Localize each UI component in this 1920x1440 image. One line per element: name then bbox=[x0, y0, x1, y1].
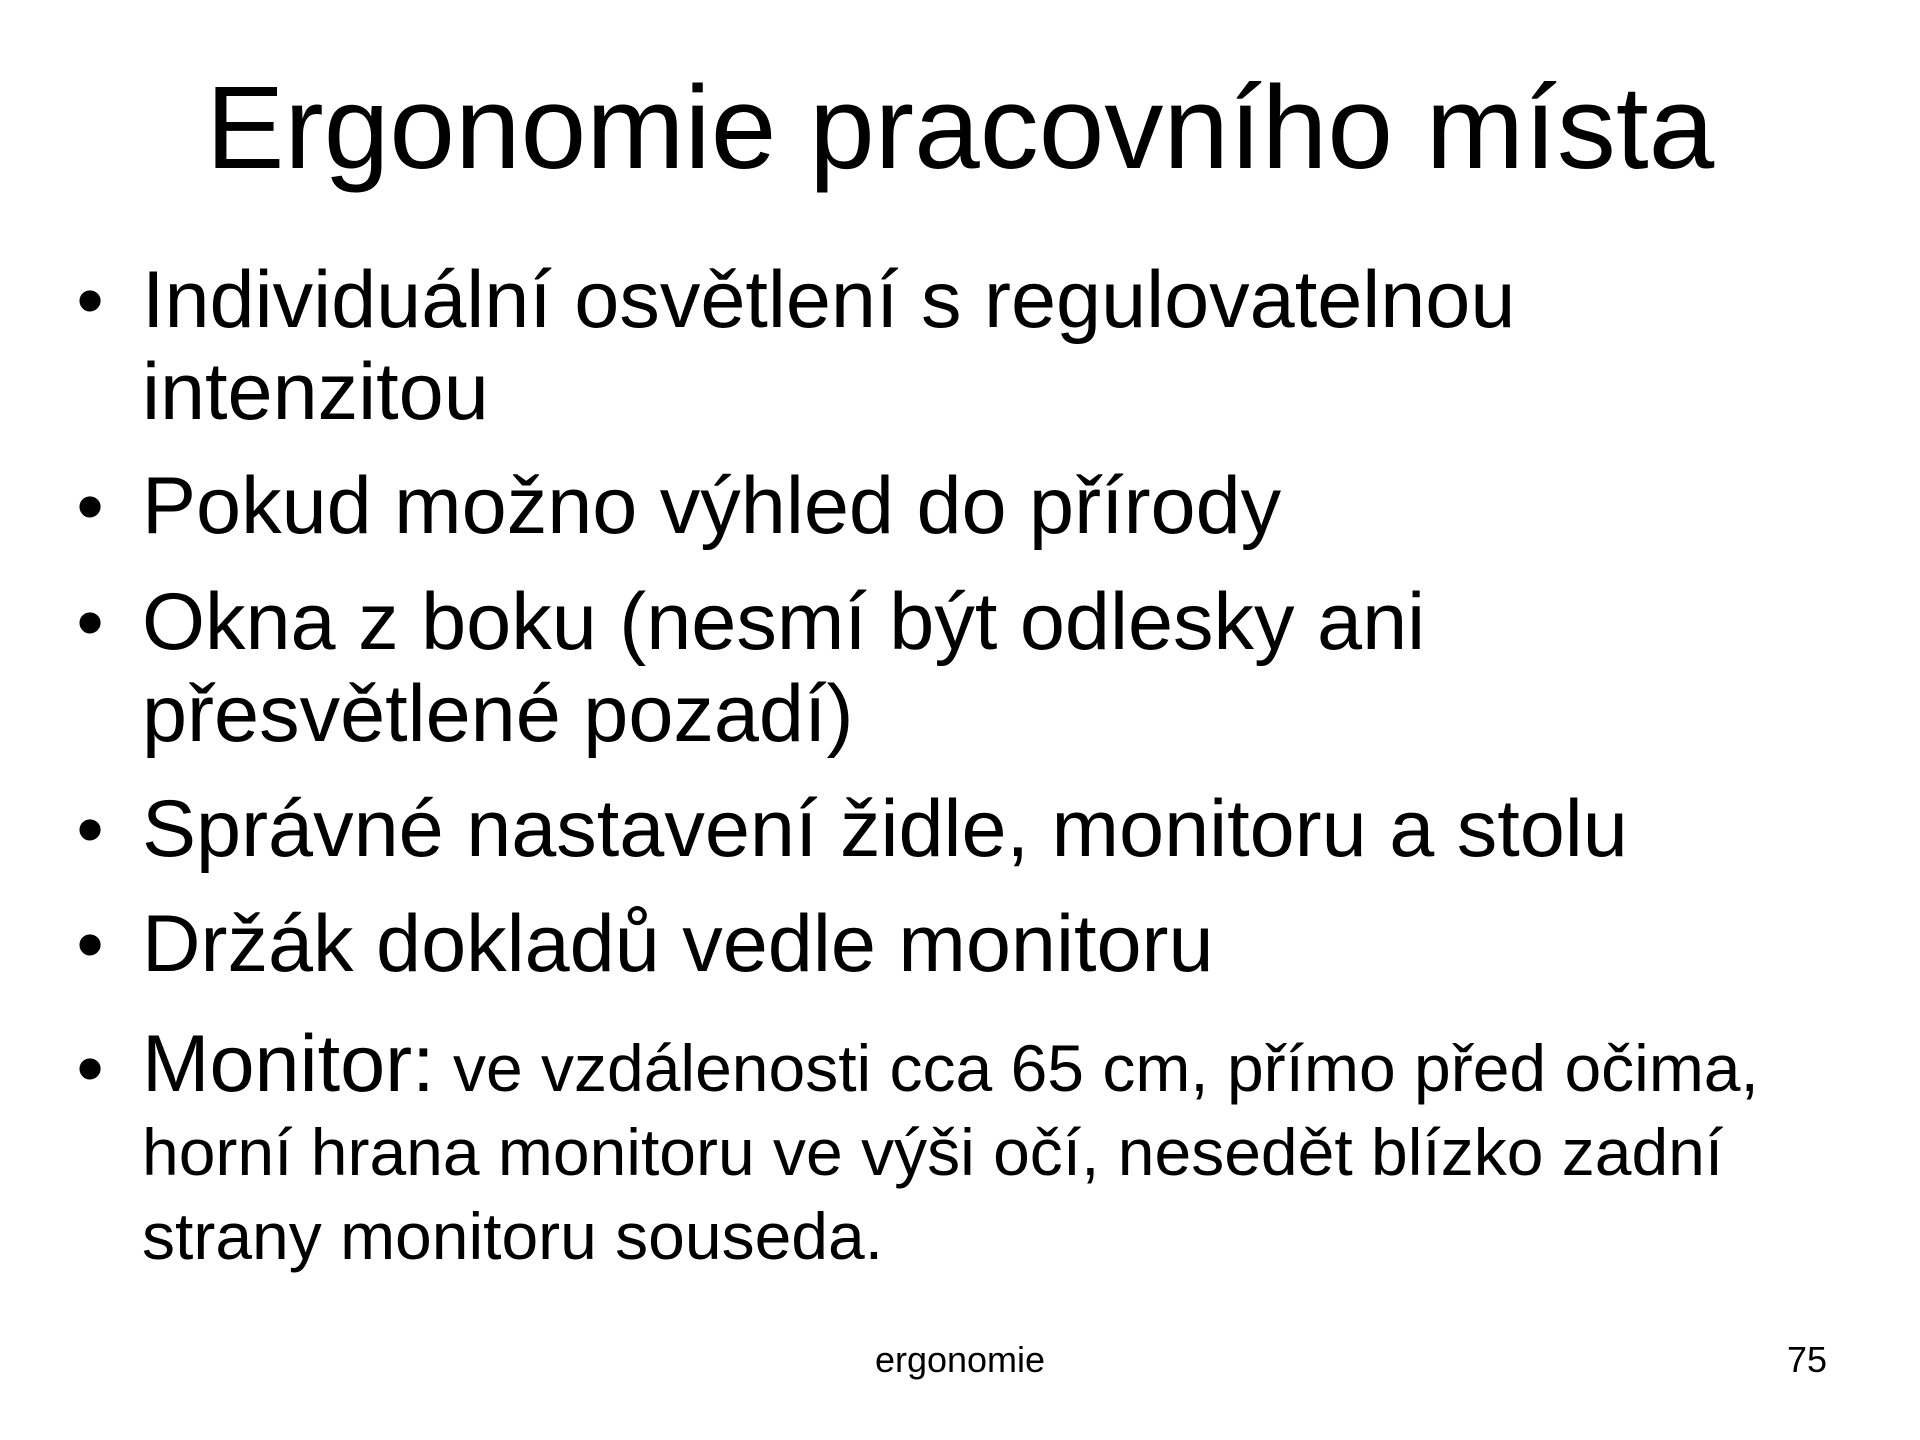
bullet-text: Okna z boku (nesmí být odlesky ani přesvětlené pozadí) bbox=[142, 577, 1426, 759]
bullet-text: Správné nastavení židle, monitoru a stolu bbox=[142, 784, 1628, 874]
slide-title: Ergonomie pracovního místa bbox=[205, 62, 1715, 194]
bullet-icon: • bbox=[76, 785, 104, 873]
page-number: 75 bbox=[1786, 1339, 1827, 1380]
bullet-text: Individuální osvětlení s regulovatelnou intenzitou bbox=[142, 255, 1516, 437]
bullet-icon: • bbox=[76, 578, 104, 666]
bullet-text: Držák dokladů vedle monitoru bbox=[142, 899, 1214, 989]
bullet-icon: • bbox=[76, 1024, 104, 1112]
bullet-icon: • bbox=[76, 256, 104, 344]
footer-label: ergonomie bbox=[874, 1339, 1046, 1380]
bullet-icon: • bbox=[76, 900, 104, 988]
bullet-text bbox=[142, 1019, 1822, 1278]
monitor-lead-label: Monitor: bbox=[142, 1019, 435, 1109]
bullet-text: Pokud možno výhled do přírody bbox=[142, 461, 1282, 551]
bullet-icon: • bbox=[76, 462, 104, 550]
monitor-description: ve vzdálenosti cca 65 cm, přímo před očima, horní hrana monitoru ve výši očí, nesedět blízko zadní strany monitoru souseda. bbox=[142, 1031, 1759, 1273]
